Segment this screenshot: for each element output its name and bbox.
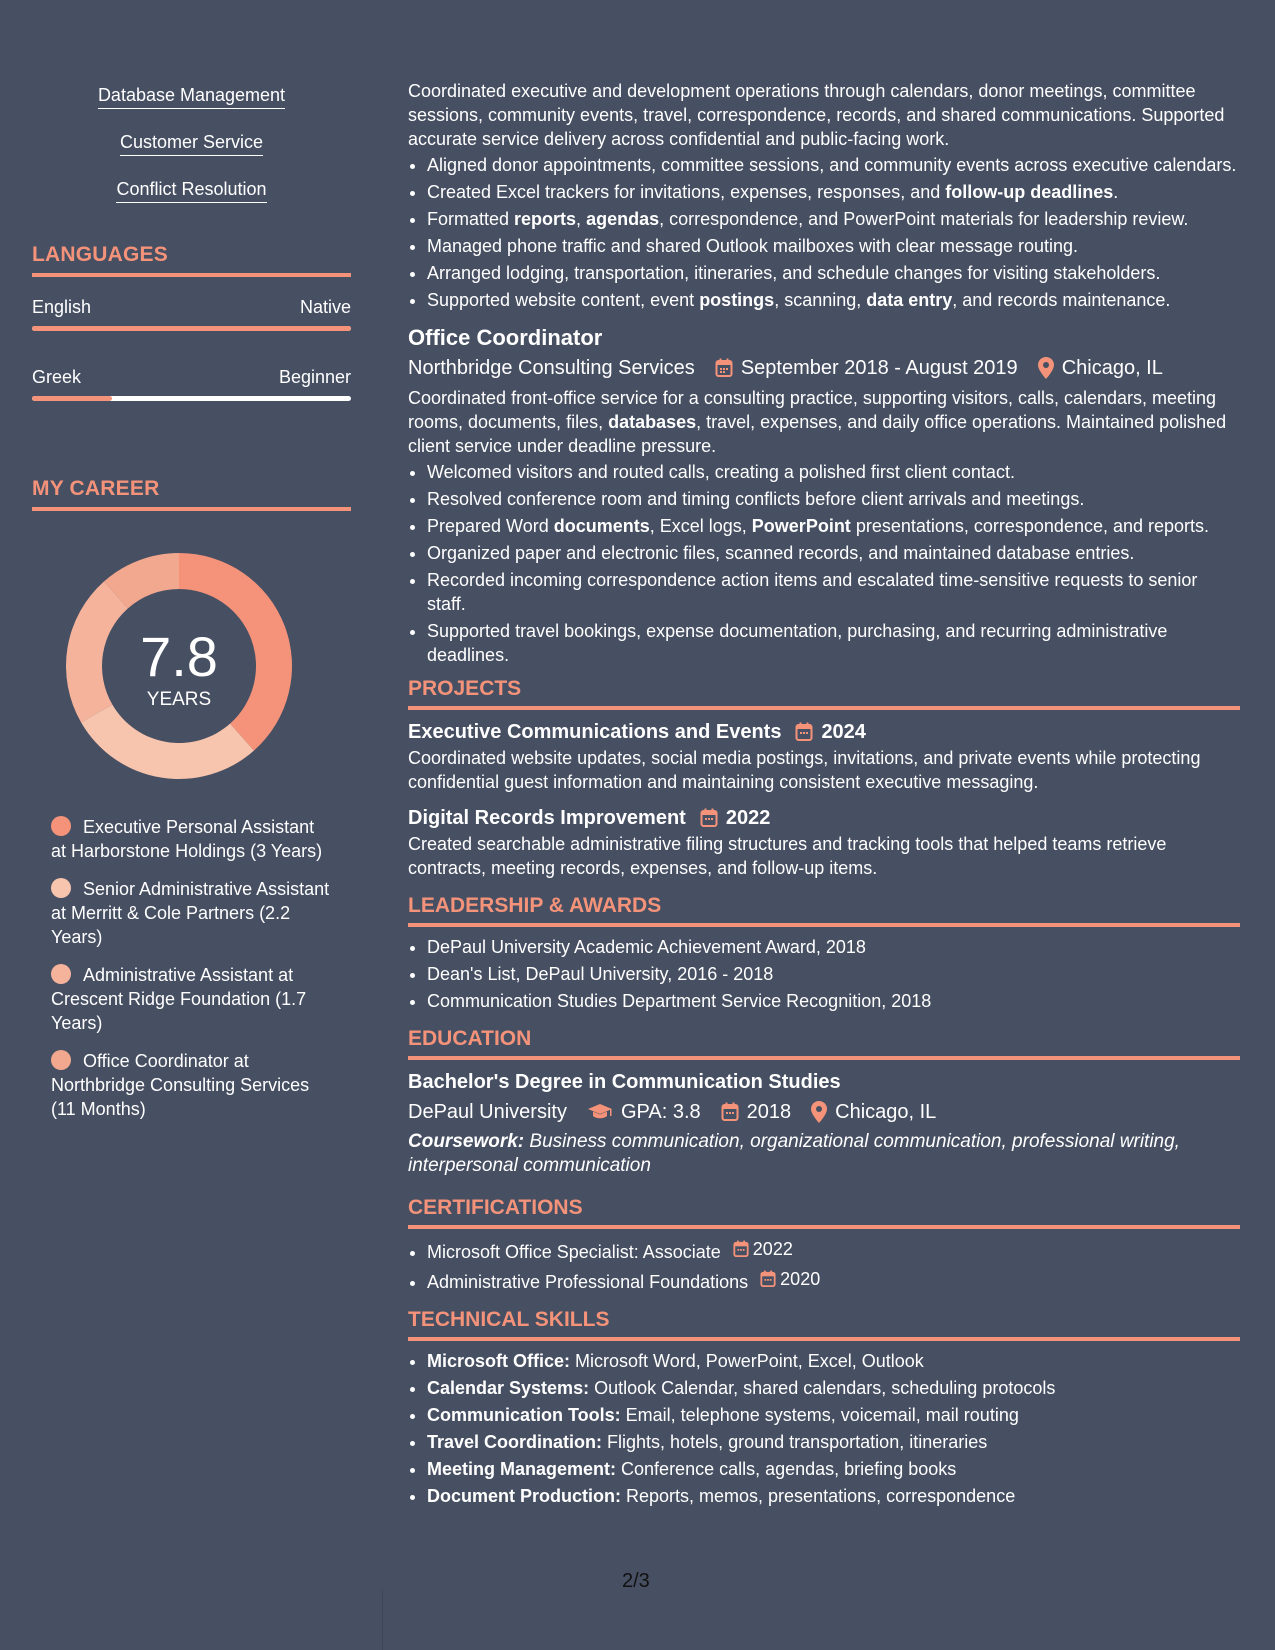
list-item: • Organized paper and electronic files, scanned records, and maintained database entries.	[427, 541, 1240, 565]
school-location: Chicago, IL	[835, 1101, 937, 1123]
skill-link[interactable]: Database Management	[98, 84, 285, 109]
language-bar-fill	[32, 396, 112, 401]
languages-heading: LANGUAGES	[32, 243, 351, 277]
language-bar	[32, 396, 351, 401]
list-item: • Communication Tools: Email, telephone systems, voicemail, mail routing	[427, 1403, 1240, 1427]
career-item: Executive Personal Assistant at Harborstone Holdings (3 Years)	[51, 817, 323, 861]
language-name: Greek	[32, 367, 82, 387]
list-item: • Recorded incoming correspondence action items and escalated time-sensitive requests to senior staff.	[427, 568, 1240, 616]
technical-skills-list	[408, 1349, 1240, 1508]
column-divider	[382, 1590, 383, 1650]
list-item: • Meeting Management: Conference calls, agendas, briefing books	[427, 1457, 1240, 1481]
legend-dot-icon	[51, 964, 71, 984]
list-item: • Arranged lodging, transportation, itineraries, and schedule changes for visiting stakeholders.	[427, 261, 1240, 285]
job-location: Chicago, IL	[1061, 357, 1163, 379]
technical-skills-heading: TECHNICAL SKILLS	[408, 1308, 1240, 1341]
gpa: GPA: 3.8	[620, 1101, 701, 1123]
calendar-icon	[733, 1240, 749, 1258]
project-year: 2022	[725, 807, 771, 829]
list-item: • Supported travel bookings, expense documentation, purchasing, and recurring administrative deadlines.	[427, 619, 1240, 667]
career-item: Senior Administrative Assistant at Merritt & Cole Partners (2.2 Years)	[51, 879, 330, 947]
education-heading: EDUCATION	[408, 1027, 1240, 1060]
main-content	[408, 79, 1240, 1511]
calendar-icon	[760, 1270, 776, 1288]
job-meta	[408, 354, 1240, 382]
list-item: • DePaul University Academic Achievement Award, 2018	[427, 935, 1240, 959]
list-item: • Administrative Professional Foundations 2020	[427, 1267, 1240, 1294]
list-item: • Resolved conference room and timing conflicts before client arrivals and meetings.	[427, 487, 1240, 511]
projects-heading: PROJECTS	[408, 677, 1240, 710]
list-item: • Managed phone traffic and shared Outlook mailboxes with clear message routing.	[427, 234, 1240, 258]
calendar-icon	[700, 808, 718, 828]
language-bar-fill	[32, 326, 351, 331]
calendar-icon	[715, 358, 733, 378]
project-title: Executive Communications and Events 2024	[408, 718, 1240, 746]
company-name: Northbridge Consulting Services	[408, 357, 695, 379]
list-item: • Aligned donor appointments, committee sessions, and community events across executive calendars.	[427, 153, 1240, 177]
languages-section	[32, 243, 351, 401]
school-name: DePaul University	[408, 1101, 567, 1123]
list-item: • Created Excel trackers for invitations, expenses, responses, and follow-up deadlines.	[427, 180, 1240, 204]
graduation-cap-icon	[587, 1103, 613, 1121]
sidebar	[32, 84, 351, 1135]
job-bullets	[408, 153, 1240, 312]
list-item: • Formatted reports, agendas, correspondence, and PowerPoint materials for leadership review.	[427, 207, 1240, 231]
certifications-heading: CERTIFICATIONS	[408, 1196, 1240, 1229]
calendar-icon	[721, 1102, 739, 1122]
job-title: Office Coordinator	[408, 325, 603, 350]
job-summary: Coordinated front-office service for a consulting practice, supporting visitors, calls, calendars, meeting rooms, documents, files, databases, travel, expenses, and daily office operations. Maintained polished client service under deadline pressure.	[408, 388, 1227, 456]
career-total: 7.8	[140, 625, 218, 688]
career-unit: YEARS	[146, 689, 212, 710]
list-item: • Document Production: Reports, memos, presentations, correspondence	[427, 1484, 1240, 1508]
career-section	[32, 477, 351, 1121]
language-row	[32, 367, 351, 388]
list-item: • Calendar Systems: Outlook Calendar, shared calendars, scheduling protocols	[427, 1376, 1240, 1400]
project-title: Digital Records Improvement 2022	[408, 804, 1240, 832]
job-summary: Coordinated executive and development operations through calendars, donor meetings, committee sessions, community events, travel, correspondence, records, and shared communications. Supported accurate service delivery across confidential and public-facing work.	[408, 81, 1225, 149]
career-item: Office Coordinator at Northbridge Consulting Services (11 Months)	[51, 1051, 310, 1119]
list-item: • Dean's List, DePaul University, 2016 - 2018	[427, 962, 1240, 986]
graduation-year: 2018	[746, 1101, 792, 1123]
list-item: • Communication Studies Department Service Recognition, 2018	[427, 989, 1240, 1013]
language-name: English	[32, 297, 92, 317]
degree-title: Bachelor's Degree in Communication Studies	[408, 1071, 841, 1093]
career-legend	[51, 815, 331, 1121]
list-item: • Microsoft Office Specialist: Associate 2022	[427, 1237, 1240, 1264]
location-pin-icon	[1038, 357, 1054, 379]
coursework: Coursework: Business communication, organizational communication, professional writing, interpersonal communication	[408, 1131, 1180, 1176]
skill-link[interactable]: Customer Service	[120, 131, 263, 156]
project-year: 2024	[821, 721, 866, 743]
career-item: Administrative Assistant at Crescent Ridge Foundation (1.7 Years)	[51, 965, 307, 1033]
career-heading: MY CAREER	[32, 477, 351, 511]
awards-heading: LEADERSHIP & AWARDS	[408, 894, 1240, 927]
certifications-list	[408, 1237, 1240, 1294]
language-bar	[32, 326, 351, 331]
calendar-icon	[795, 722, 813, 742]
legend-dot-icon	[51, 878, 71, 898]
skill-link[interactable]: Conflict Resolution	[116, 178, 266, 203]
list-item: • Welcomed visitors and routed calls, creating a polished first client contact.	[427, 460, 1240, 484]
legend-dot-icon	[51, 1050, 71, 1070]
language-level: Beginner	[278, 367, 351, 387]
education-meta	[408, 1098, 1240, 1126]
list-item: • Travel Coordination: Flights, hotels, ground transportation, itineraries	[427, 1430, 1240, 1454]
legend-dot-icon	[51, 816, 71, 836]
list-item: • Supported website content, event postings, scanning, data entry, and records maintenance.	[427, 288, 1240, 312]
page-number: 2/3	[622, 1570, 650, 1592]
location-pin-icon	[811, 1101, 827, 1123]
project-desc: Coordinated website updates, social media postings, invitations, and private events while protecting confidential guest information and maintaining consistent executive messaging.	[408, 748, 1201, 792]
list-item: • Prepared Word documents, Excel logs, PowerPoint presentations, correspondence, and reports.	[427, 514, 1240, 538]
job-bullets	[408, 460, 1240, 667]
career-donut	[66, 553, 292, 779]
list-item: • Microsoft Office: Microsoft Word, PowerPoint, Excel, Outlook	[427, 1349, 1240, 1373]
language-row	[32, 297, 351, 318]
job-dates: September 2018 - August 2019	[740, 357, 1018, 379]
project-desc: Created searchable administrative filing structures and tracking tools that helped teams retrieve contracts, meeting records, expenses, and follow-up items.	[408, 834, 1167, 878]
language-level: Native	[299, 297, 351, 317]
awards-list	[408, 935, 1240, 1013]
